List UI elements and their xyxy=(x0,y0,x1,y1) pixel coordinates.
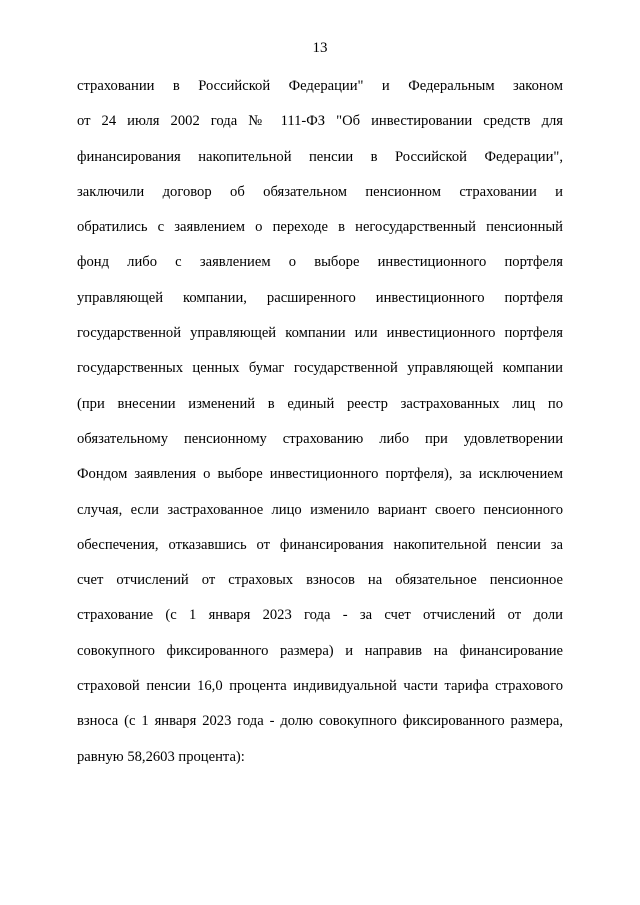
text-line: обеспечения, отказавшись от финансирования накопительной пенсии за xyxy=(77,536,563,553)
text-line: страховой пенсии 16,0 процента индивидуальной части тарифа страхового xyxy=(77,678,563,695)
text-line: совокупного фиксированного размера) и направив на финансирование xyxy=(77,642,563,659)
text-line: государственной управляющей компании или инвестиционного портфеля xyxy=(77,325,563,342)
text-line: фонд либо с заявлением о выборе инвестиционного портфеля xyxy=(77,254,563,271)
text-line: обратились с заявлением о переходе в негосударственный пенсионный xyxy=(77,219,563,236)
text-line: от 24 июля 2002 года № 111-ФЗ "Об инвестировании средств для xyxy=(77,113,563,130)
text-line: случая, если застрахованное лицо изменило вариант своего пенсионного xyxy=(77,501,563,518)
text-line: государственных ценных бумаг государственной управляющей компании xyxy=(77,360,563,377)
text-line: управляющей компании, расширенного инвестиционного портфеля xyxy=(77,289,563,306)
text-line: обязательному пенсионному страхованию либо при удовлетворении xyxy=(77,430,563,447)
text-line: финансирования накопительной пенсии в Российской Федерации", xyxy=(77,148,563,165)
text-line: взноса (с 1 января 2023 года - долю совокупного фиксированного размера, xyxy=(77,713,563,730)
text-line: (при внесении изменений в единый реестр застрахованных лиц по xyxy=(77,395,563,412)
text-line: счет отчислений от страховых взносов на обязательное пенсионное xyxy=(77,572,563,589)
text-line: страхование (с 1 января 2023 года - за счет отчислений от доли xyxy=(77,607,563,624)
text-line: Фондом заявления о выборе инвестиционного портфеля), за исключением xyxy=(77,466,563,483)
body-paragraph xyxy=(77,76,563,782)
text-line: равную 58,2603 процента): xyxy=(77,748,245,765)
text-line: заключили договор об обязательном пенсионном страховании и xyxy=(77,183,563,200)
page-number: 13 xyxy=(312,40,328,56)
text-line: страховании в Российской Федерации" и Федеральным законом xyxy=(77,78,563,94)
